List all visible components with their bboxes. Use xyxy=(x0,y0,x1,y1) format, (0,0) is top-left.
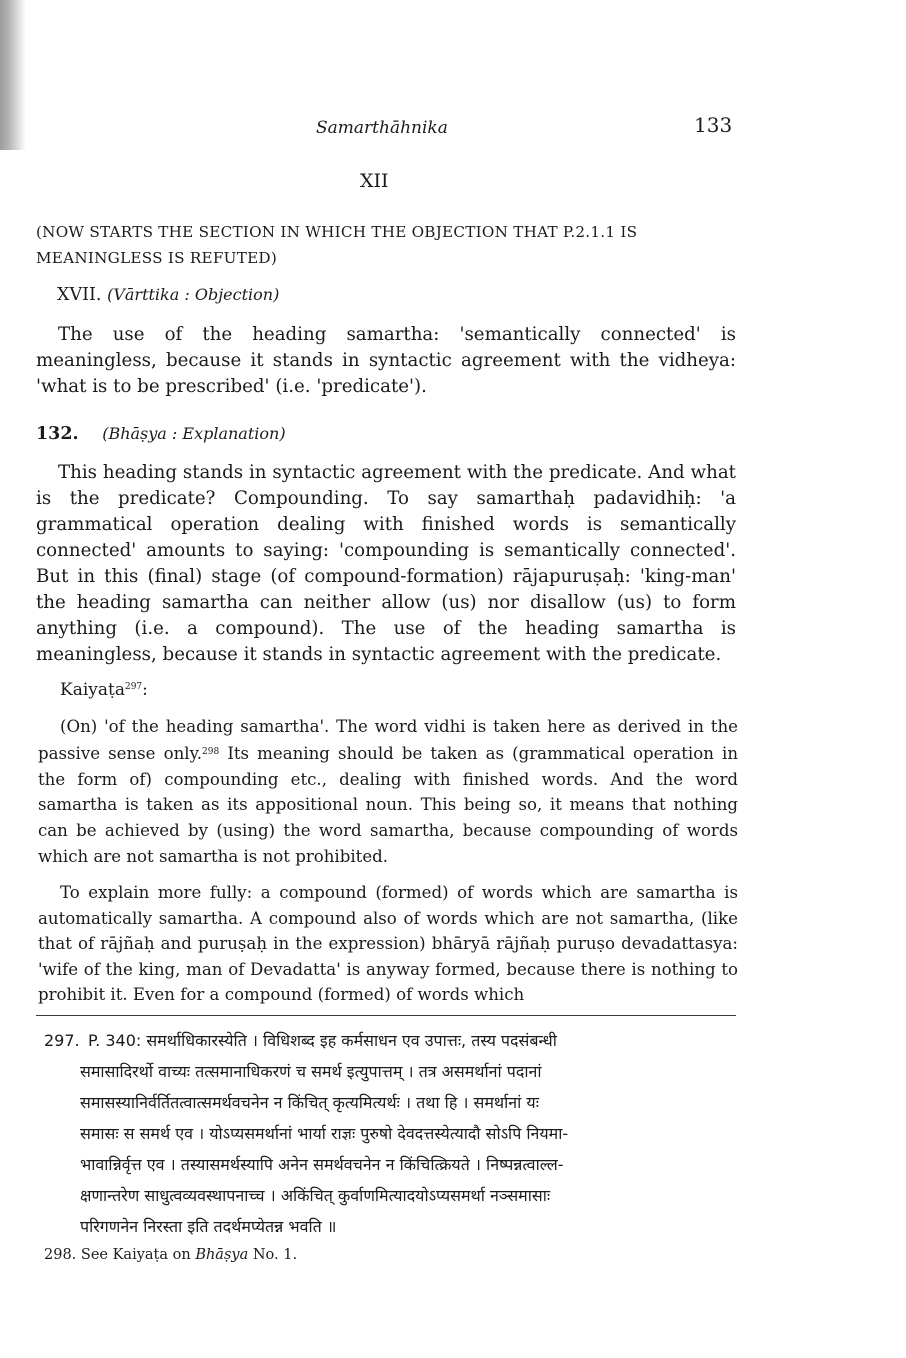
footnote-297-line xyxy=(44,1025,744,1056)
kaiyata-paragraph-1 xyxy=(38,714,738,870)
bhasya-paragraph xyxy=(36,460,736,668)
kaiyata-p2-text: To explain more fully: a compound (formed) of words which are samartha is automatically samartha. A compound also of words which are not samartha, (like that of rājñaḥ and puruṣaḥ in the expression) bhāryā rājñaḥ puruṣo devadattasya: 'wife of the king, man of Devadatta' is anyway formed, because there is nothing to prohibit it. Even for a compound (formed) of words which xyxy=(38,883,738,1005)
footnote-297-number: 297. xyxy=(44,1031,80,1050)
bhasya-number: 132. xyxy=(36,424,79,444)
footnote-ref-298: 298 xyxy=(202,746,220,757)
footnote-297-line-6: क्षणान्तरेण साधुत्वव्यवस्थापनाच्च । अकिंचित् कुर्वाणमित्यादयोऽप्यसमर्था नञ्समासाः xyxy=(80,1186,551,1205)
running-head: Samarthāhnika xyxy=(316,118,448,138)
footnote-297-line-3: समासस्यानिर्वर्तितत्वात्समर्थवचनेन न किंचित् कृत्यमित्यर्थः । तथा हि । समर्थानां यः xyxy=(80,1093,539,1112)
varttika-paragraph xyxy=(36,322,736,400)
footnote-297-line-7: परिगणनेन निरस्ता इति तदर्थमप्येतन्न भवति ॥ xyxy=(80,1217,337,1236)
kaiyata-title: Kaiyaṭa xyxy=(60,680,125,700)
kaiyata-p1-part-b: Its meaning should be taken as (grammatical operation in the form of) compounding etc., dealing with finished words. And the word samartha is taken as its appositional noun. This being so, it means that nothing can be achieved by (using) the word samartha, because compounding of words which are not samartha is not prohibited. xyxy=(38,743,738,866)
kaiyata-heading xyxy=(60,680,148,700)
bhasya-label: (Bhāṣya : Explanation) xyxy=(102,424,286,443)
footnote-297 xyxy=(44,1025,744,1242)
bhasya-heading xyxy=(36,424,286,444)
kaiyata-paragraph-1-body xyxy=(38,714,738,870)
section-number: XII xyxy=(360,170,389,192)
scan-edge-shadow xyxy=(0,0,26,150)
varttika-label: (Vārttika : Objection) xyxy=(107,285,280,304)
footnote-297-line-1: P. 340: समर्थाधिकारस्येति । विधिशब्द इह कर्मसाधन एव उपात्तः, तस्य पदसंबन्धी xyxy=(88,1031,557,1050)
kaiyata-paragraph-2 xyxy=(38,880,738,1008)
varttika-heading xyxy=(57,285,279,305)
varttika-text: The use of the heading samartha: 'semantically connected' is meaningless, because it stands in syntactic agreement with the vidheya: 'what is to be prescribed' (i.e. 'predicate'). xyxy=(36,324,736,397)
footnote-298 xyxy=(44,1247,297,1263)
kaiyata-colon: : xyxy=(142,680,148,700)
bhasya-text: This heading stands in syntactic agreement with the predicate. And what is the predicate? Compounding. To say samarthaḥ padavidhiḥ: 'a grammatical operation dealing with finished words is semantically connected' amounts to saying: 'compounding is semantically connected'. But in this (final) stage (of compound-formation) rājapuruṣaḥ: 'king-man' the heading samartha can neither allow (us) nor disallow (us) to form anything (i.e. a compound). The use of the heading samartha is meaningless, because it stands in syntactic agreement with the predicate. xyxy=(36,462,736,665)
footnote-297-line-4: समासः स समर्थ एव । योऽप्यसमर्थानां भार्या राज्ञः पुरुषो देवदत्तस्येत्यादौ सोऽपि नियमा- xyxy=(80,1124,569,1143)
footnote-298-prefix: 298. See Kaiyaṭa on xyxy=(44,1247,196,1263)
section-caption: (NOW STARTS THE SECTION IN WHICH THE OBJECTION THAT P.2.1.1 IS MEANINGLESS IS REFUTED) xyxy=(36,223,638,267)
varttika-number: XVII. xyxy=(57,285,102,305)
footnote-297-line-5: भावान्निर्वृत्त एव । तस्यासमर्थस्यापि अनेन समर्थवचनेन न किंचित्क्रियते । निष्पन्नत्वाल्ल- xyxy=(80,1155,564,1174)
footnote-298-title: Bhāṣya xyxy=(195,1247,249,1263)
footnote-ref-297: 297 xyxy=(124,682,143,692)
footnote-297-line-2: समासादिरर्थो वाच्यः तत्समानाधिकरणं च समर्थ इत्युपात्तम् । तत्र असमर्थानां पदानां xyxy=(80,1062,542,1081)
page-number: 133 xyxy=(694,113,733,137)
footnote-298-suffix: No. 1. xyxy=(248,1247,298,1263)
footnote-divider xyxy=(36,1015,736,1016)
kaiyata-p1-part-a: (On) 'of the heading samartha'. The word vidhi is taken here as derived in the passive sense only. xyxy=(38,717,738,763)
